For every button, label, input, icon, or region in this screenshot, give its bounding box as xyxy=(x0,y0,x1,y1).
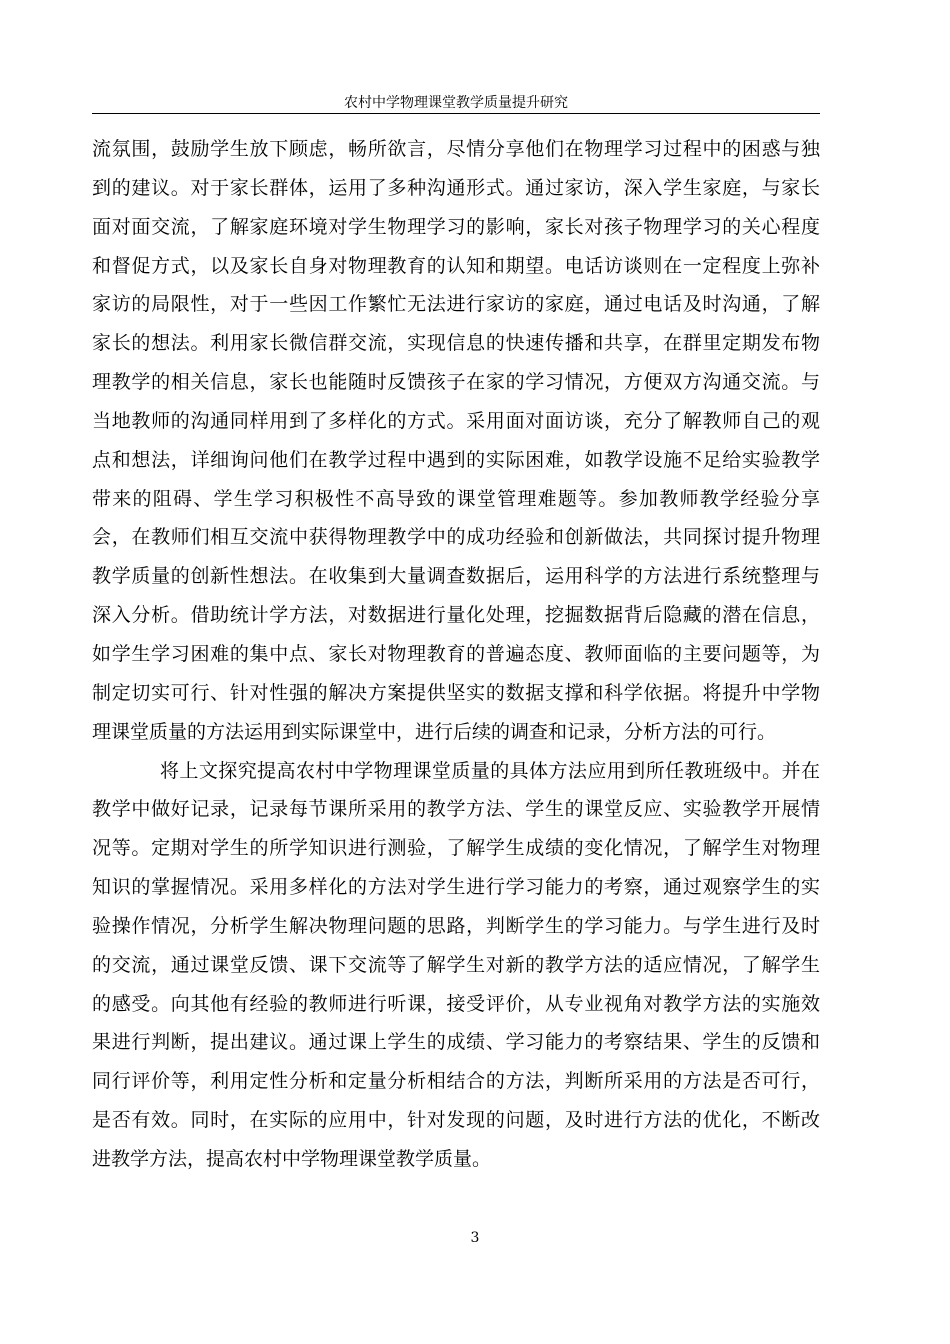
page-number: 3 xyxy=(470,1230,480,1246)
text-line: 同行评价等，利用定性分析和定量分析相结合的方法，判断所采用的方法是否可行， xyxy=(92,1070,820,1093)
text-line: 教学中做好记录，记录每节课所采用的教学方法、学生的课堂反应、实验教学开展情 xyxy=(92,798,820,821)
text-line: 况等。定期对学生的所学知识进行测验，了解学生成绩的变化情况，了解学生对物理 xyxy=(92,837,820,860)
text-line: 的感受。向其他有经验的教师进行听课，接受评价，从专业视角对教学方法的实施效 xyxy=(92,992,820,1015)
text-line: 如学生学习困难的集中点、家长对物理教育的普遍态度、教师面临的主要问题等，为 xyxy=(92,642,820,665)
text-line: 带来的阻碍、学生学习积极性不高导致的课堂管理难题等。参加教师教学经验分享 xyxy=(92,487,820,510)
text-line: 点和想法，详细询问他们在教学过程中遇到的实际困难，如教学设施不足给实验教学 xyxy=(92,448,820,471)
text-line: 当地教师的沟通同样用到了多样化的方式。采用面对面访谈，充分了解教师自己的观 xyxy=(92,409,820,432)
text-line: 会，在教师们相互交流中获得物理教学中的成功经验和创新做法，共同探讨提升物理 xyxy=(92,526,820,549)
text-line: 和督促方式，以及家长自身对物理教育的认知和期望。电话访谈则在一定程度上弥补 xyxy=(92,254,820,277)
page-header: 农村中学物理课堂教学质量提升研究 xyxy=(344,95,568,111)
text-line: 验操作情况，分析学生解决物理问题的思路，判断学生的学习能力。与学生进行及时 xyxy=(92,914,820,937)
text-line: 进教学方法，提高农村中学物理课堂教学质量。 xyxy=(92,1147,492,1170)
text-line: 理课堂质量的方法运用到实际课堂中，进行后续的调查和记录，分析方法的可行。 xyxy=(92,720,777,743)
text-line: 家访的局限性，对于一些因工作繁忙无法进行家访的家庭，通过电话及时沟通，了解 xyxy=(92,293,820,316)
body-text xyxy=(92,130,820,1179)
text-line: 是否有效。同时，在实际的应用中，针对发现的问题，及时进行方法的优化，不断改 xyxy=(92,1109,820,1132)
text-line: 知识的掌握情况。采用多样化的方法对学生进行学习能力的考察，通过观察学生的实 xyxy=(92,876,820,899)
text-line: 的交流，通过课堂反馈、课下交流等了解学生对新的教学方法的适应情况，了解学生 xyxy=(92,953,820,976)
paragraph-1 xyxy=(92,130,820,752)
text-line: 面对面交流，了解家庭环境对学生物理学习的影响，家长对孩子物理学习的关心程度 xyxy=(92,215,820,238)
text-line: 流氛围，鼓励学生放下顾虑，畅所欲言，尽情分享他们在物理学习过程中的困惑与独 xyxy=(92,138,820,160)
header-rule xyxy=(92,113,820,114)
paragraph-2 xyxy=(92,752,820,1179)
text-line: 深入分析。借助统计学方法，对数据进行量化处理，挖掘数据背后隐藏的潜在信息， xyxy=(92,604,820,627)
text-line: 理教学的相关信息，家长也能随时反馈孩子在家的学习情况，方便双方沟通交流。与 xyxy=(92,371,820,394)
text-line: 将上文探究提高农村中学物理课堂质量的具体方法应用到所任教班级中。并在 xyxy=(160,759,820,782)
text-line: 到的建议。对于家长群体，运用了多种沟通形式。通过家访，深入学生家庭，与家长 xyxy=(92,176,820,199)
text-line: 制定切实可行、针对性强的解决方案提供坚实的数据支撑和科学依据。将提升中学物 xyxy=(92,681,820,704)
text-line: 教学质量的创新性想法。在收集到大量调查数据后，运用科学的方法进行系统整理与 xyxy=(92,565,820,588)
text-line: 果进行判断，提出建议。通过课上学生的成绩、学习能力的考察结果、学生的反馈和 xyxy=(92,1031,820,1054)
text-line: 家长的想法。利用家长微信群交流，实现信息的快速传播和共享，在群里定期发布物 xyxy=(92,332,820,355)
